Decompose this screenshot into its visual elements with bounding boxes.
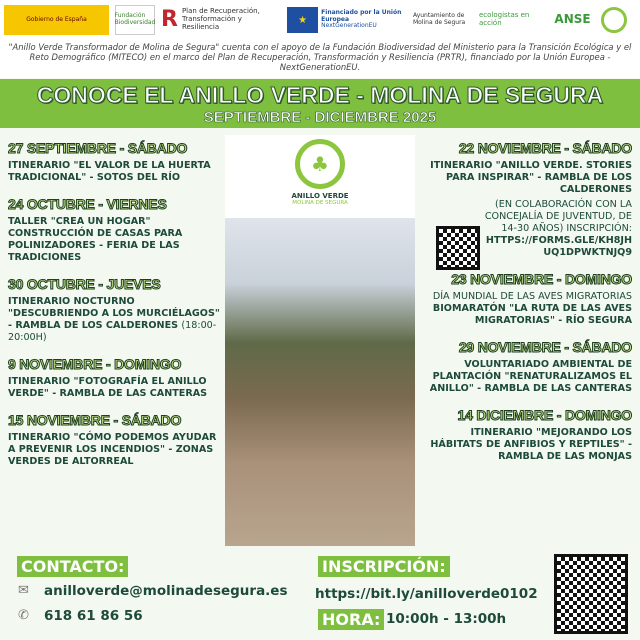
- event-date: 9 NOVIEMBRE - DOMINGO: [8, 356, 182, 372]
- contact-label: CONTACTO:: [17, 556, 128, 577]
- event-desc: ITINERARIO "CÓMO PODEMOS AYUDAR A PREVENIR LOS INCENDIOS" - ZONAS VERDES DE ALTORREAL: [8, 432, 217, 467]
- event-note: DÍA MUNDIAL DE LAS AVES MIGRATORIAS: [432, 291, 632, 302]
- event-desc: ITINERARIO "ANILLO VERDE. STORIES PARA INSPIRAR" - RAMBLA DE LOS CALDERONES: [430, 160, 632, 195]
- event-item: [422, 271, 632, 327]
- inscripcion-label: INSCRIPCIÓN:: [318, 556, 450, 577]
- title-banner: [0, 79, 640, 128]
- eu-logo: [287, 5, 407, 35]
- event-desc: ITINERARIO "EL VALOR DE LA HUERTA TRADICIONAL" - SOTOS DEL RÍO: [8, 160, 211, 183]
- qr-code[interactable]: [436, 226, 480, 270]
- inscripcion-qr-code[interactable]: [554, 554, 628, 634]
- event-note: (EN COLABORACIÓN CON LA CONCEJALÍA DE JUVENTUD, DE 14-30 AÑOS) INSCRIPCIÓN:: [484, 199, 632, 234]
- anillo-verde-logo: [225, 135, 415, 218]
- event-desc: VOLUNTARIADO AMBIENTAL DE PLANTACIÓN "RENATURALIZAMOS EL ANILLO" - RAMBLA DE LAS CANTERAS: [429, 359, 632, 394]
- event-link[interactable]: HTTPS://FORMS.GLE/KH8JHUQ1DPWKTNJQ9: [485, 235, 632, 258]
- event-date: 23 NOVIEMBRE - DOMINGO: [451, 271, 632, 287]
- event-item: [8, 196, 220, 264]
- inscripcion-url[interactable]: https://bit.ly/anilloverde0102: [315, 586, 538, 602]
- plan-logo: [161, 5, 281, 35]
- gobierno-logo: [4, 5, 109, 35]
- logo-sub: MOLINA DE SEGURA: [292, 200, 348, 206]
- event-date: 27 SEPTIEMBRE - SÁBADO: [8, 140, 188, 156]
- fundacion-logo: [115, 5, 155, 35]
- event-desc: ITINERARIO "FOTOGRAFÍA EL ANILLO VERDE" - RAMBLA DE LAS CANTERAS: [8, 376, 208, 399]
- event-time: (18:00-20:00H): [8, 320, 217, 343]
- event-item: [8, 140, 220, 184]
- sponsor-logos: [0, 0, 640, 40]
- page-title: CONOCE EL ANILLO VERDE - MOLINA DE SEGURA: [36, 82, 604, 108]
- contact-email[interactable]: anilloverde@molinadesegura.es: [44, 583, 288, 599]
- event-date: 22 NOVIEMBRE - SÁBADO: [458, 140, 632, 156]
- event-item: [422, 339, 632, 395]
- eu-flag-icon: ★: [287, 7, 318, 33]
- anse-logo: [550, 5, 595, 35]
- contact-phone[interactable]: 618 61 86 56: [44, 608, 143, 624]
- logo-name: ANILLO VERDE: [291, 192, 349, 200]
- event-item: [8, 276, 220, 344]
- ecologistas-logo-text: ecologistas en acción: [479, 11, 530, 27]
- event-desc: ITINERARIO "MEJORANDO LOS HÁBITATS DE ANFIBIOS Y REPTILES" - RAMBLA DE LAS MONJAS: [430, 427, 632, 462]
- fundacion-logo-text: Fundación Biodiversidad: [114, 12, 156, 26]
- event-date: 29 NOVIEMBRE - SÁBADO: [458, 339, 632, 355]
- event-item: [422, 140, 632, 259]
- tree-icon: ♣: [295, 139, 345, 189]
- event-item: [8, 356, 220, 400]
- anse-logo-text: ANSE: [554, 12, 591, 27]
- event-desc: ITINERARIO NOCTURNO "DESCUBRIENDO A LOS MURCIÉLAGOS" - RAMBLA DE LOS CALDERONES: [8, 296, 220, 331]
- gobierno-logo-text: Gobierno de España: [26, 15, 87, 23]
- footer: [0, 548, 640, 640]
- event-item: [422, 407, 632, 463]
- left-events: [8, 140, 220, 480]
- hikers-photo: [225, 218, 415, 546]
- sponsor-text: "Anillo Verde Transformador de Molina de Segura" cuenta con el apoyo de la Fundación Biodiversidad del Ministerio para la Transición Ecológica y el Reto Demográfico (MITECO) en el marco del Plan de Recuperación, Transformación y Resiliencia (PRTR), financiado por la Unión Europea - NextGenerationEU.: [0, 40, 640, 78]
- page-subtitle: SEPTIEMBRE - DICIEMBRE 2025: [203, 109, 437, 126]
- plan-r-icon: R: [161, 6, 178, 32]
- event-desc: BIOMARATÓN "LA RUTA DE LAS AVES MIGRATORIAS" - RÍO SEGURA: [432, 303, 632, 326]
- ecologistas-logo: [479, 5, 544, 35]
- event-date: 24 OCTUBRE - VIERNES: [8, 196, 167, 212]
- phone-icon: ✆: [18, 608, 29, 623]
- event-item: [8, 412, 220, 468]
- event-date: 14 DICIEMBRE - DOMINGO: [457, 407, 632, 423]
- hora-value: 10:00h - 13:00h: [386, 611, 507, 627]
- molina-logo-text: Ayuntamiento de Molina de Segura: [413, 12, 466, 26]
- event-date: 15 NOVIEMBRE - SÁBADO: [8, 412, 182, 428]
- eu-title: Financiado por la Unión Europea: [321, 9, 402, 23]
- mail-icon: ✉: [18, 583, 29, 598]
- molina-logo: [413, 5, 473, 35]
- eu-sub: NextGenerationEU: [321, 22, 377, 30]
- event-date: 30 OCTUBRE - JUEVES: [8, 276, 161, 292]
- anillo-verde-small-logo: [601, 7, 627, 33]
- event-desc-wrap: [8, 296, 220, 344]
- event-desc: TALLER "CREA UN HOGAR" CONSTRUCCIÓN DE CASAS PARA POLINIZADORES - FERIA DE LAS TRADICIONES: [8, 216, 183, 263]
- hora-label: HORA:: [318, 609, 384, 630]
- right-events: [422, 140, 632, 475]
- plan-logo-text: Plan de Recuperación, Transformación y Resiliencia: [181, 7, 260, 31]
